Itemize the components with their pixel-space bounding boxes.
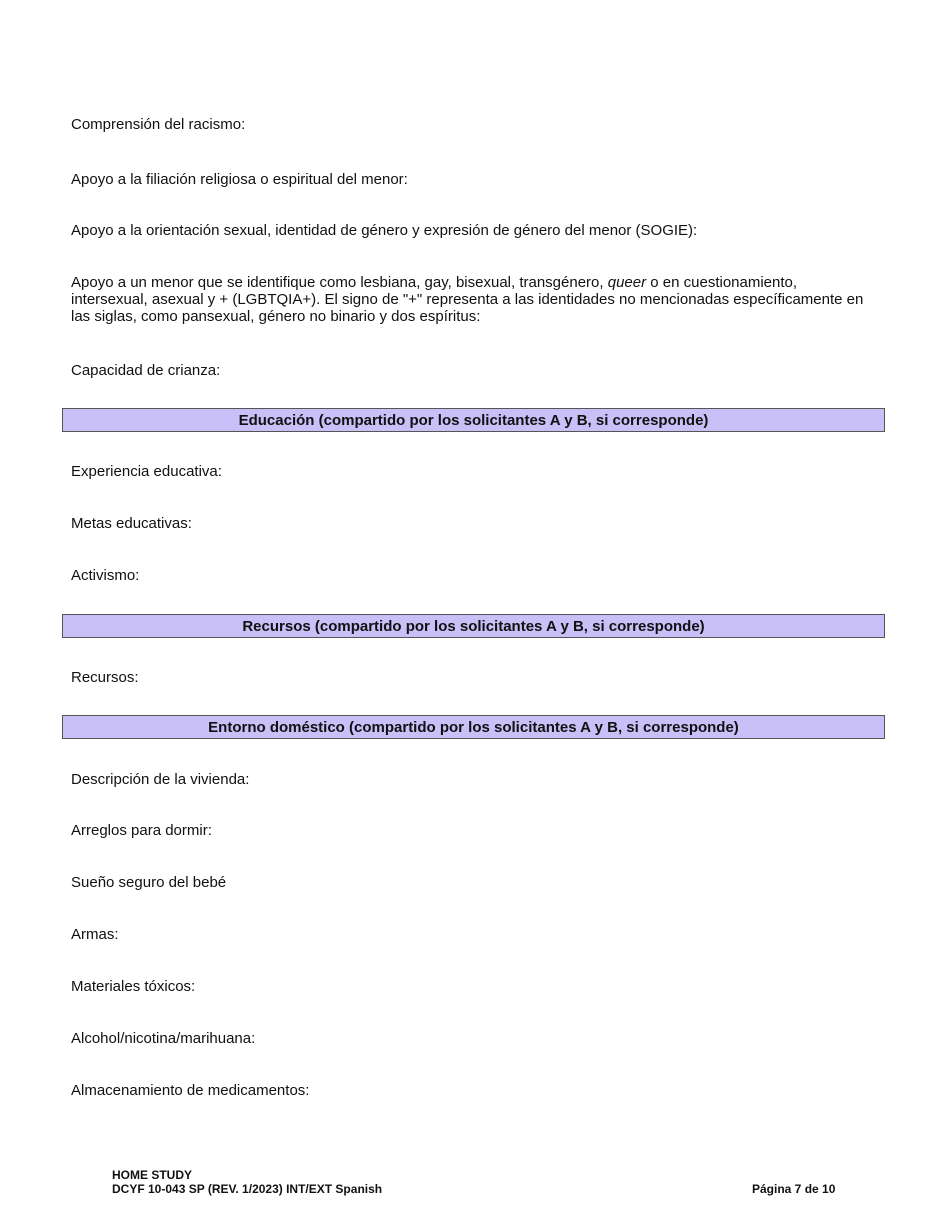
field-label-sogie-support: Apoyo a la orientación sexual, identidad de género y expresión de género del menor (SOGIE): (71, 222, 698, 239)
footer-form-id: DCYF 10-043 SP (REV. 1/2023) INT/EXT Spanish (112, 1182, 383, 1196)
field-label-racism: Comprensión del racismo: (71, 116, 246, 133)
footer-page-number: Página 7 de 10 (752, 1182, 836, 1196)
field-label-educational-experience: Experiencia educativa: (71, 463, 222, 480)
lgbtqia-text-part1: Apoyo a un menor que se identifique como lesbiana, gay, bisexual, transgénero, (71, 274, 608, 291)
field-label-lgbtqia-support (71, 274, 871, 325)
section-title: Educación (compartido por los solicitantes A y B, si corresponde) (238, 411, 709, 429)
field-label-resources: Recursos: (71, 669, 139, 686)
field-label-educational-goals: Metas educativas: (71, 515, 192, 532)
section-header-home-environment (62, 715, 885, 739)
lgbtqia-text-italic: queer (607, 274, 647, 291)
footer-form-title: HOME STUDY (112, 1168, 193, 1182)
field-label-activism: Activismo: (71, 567, 140, 584)
field-label-medication-storage: Almacenamiento de medicamentos: (71, 1082, 310, 1099)
field-label-sleeping-arrangements: Arreglos para dormir: (71, 822, 212, 839)
field-label-safe-sleep: Sueño seguro del bebé (71, 874, 227, 891)
field-label-alcohol-nicotine-marijuana: Alcohol/nicotina/marihuana: (71, 1030, 256, 1047)
field-label-religious-support: Apoyo a la filiación religiosa o espiritual del menor: (71, 171, 408, 188)
field-label-weapons: Armas: (71, 926, 119, 943)
lgbtqia-text-part2: o en cuestionamiento, intersexual, asexual y + (LGBTQIA+). El signo de "+" representa a las identidades no mencionadas específicamente en las siglas, como pansexual, género no binario y dos espíritus: (71, 274, 864, 325)
section-header-education (62, 408, 885, 432)
section-title: Entorno doméstico (compartido por los solicitantes A y B, si corresponde) (208, 718, 739, 736)
field-label-toxic-materials: Materiales tóxicos: (71, 978, 196, 995)
field-label-parenting-capacity: Capacidad de crianza: (71, 362, 221, 379)
section-header-resources (62, 614, 885, 638)
field-label-housing-description: Descripción de la vivienda: (71, 771, 250, 788)
section-title: Recursos (compartido por los solicitantes A y B, si corresponde) (242, 617, 705, 635)
